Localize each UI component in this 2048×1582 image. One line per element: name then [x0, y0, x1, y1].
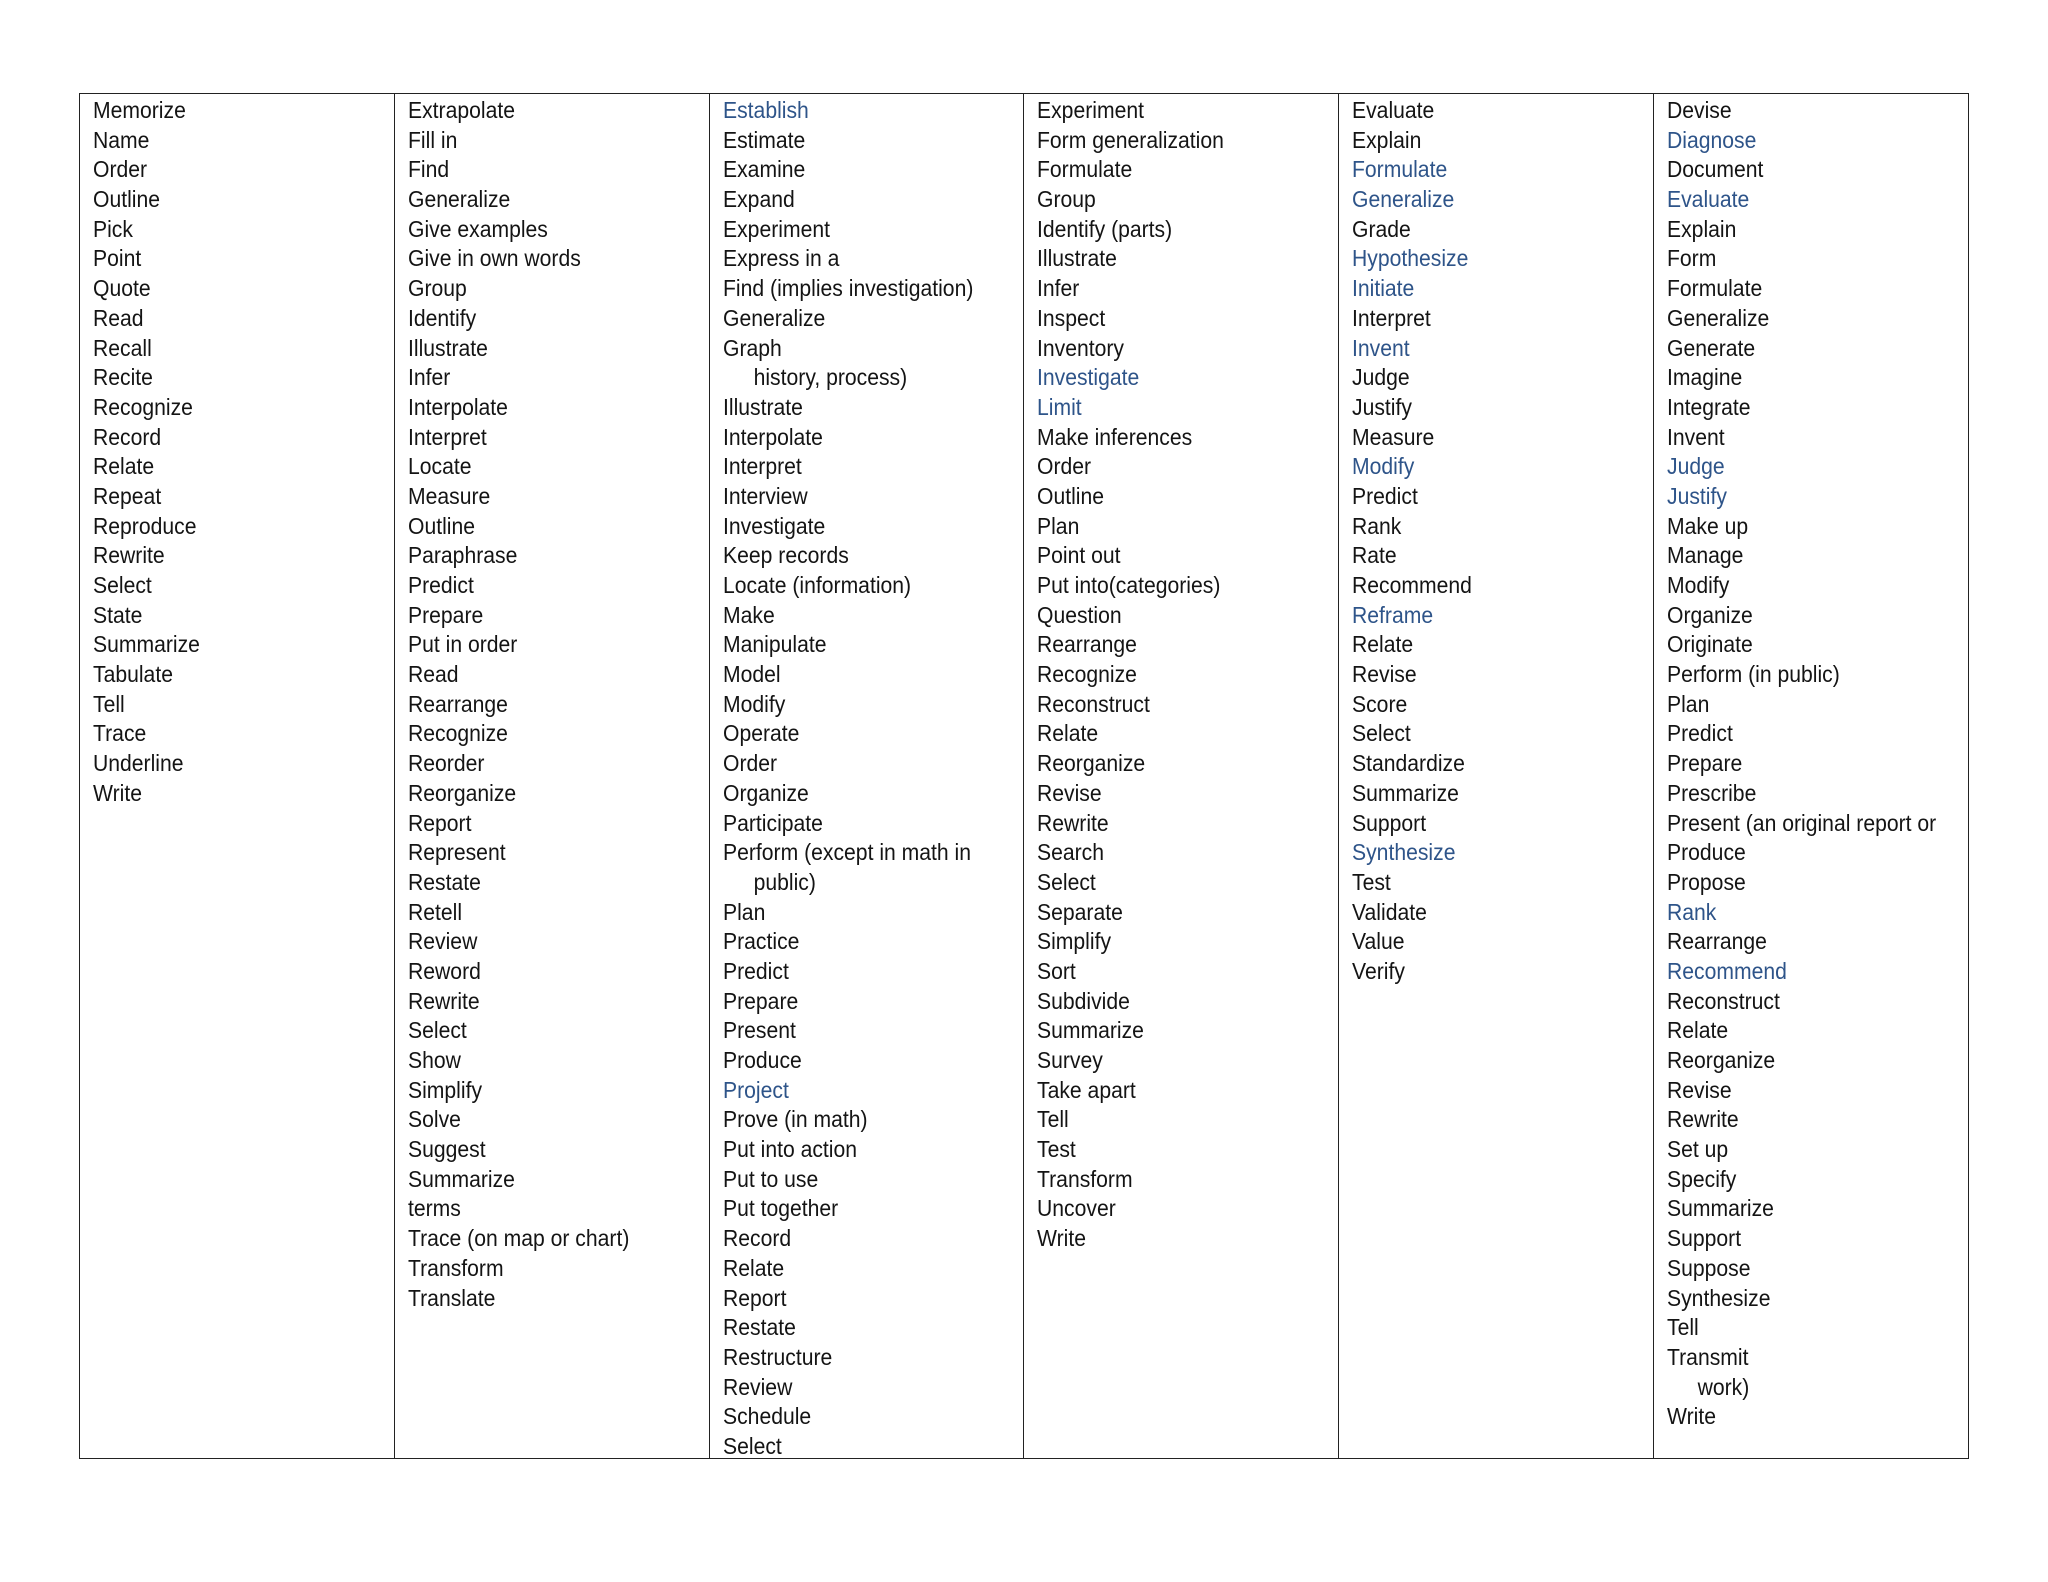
verb-item: Perform (except in math in	[722, 839, 971, 866]
verb-item: Report	[407, 809, 472, 836]
verb-item: Rank	[1667, 898, 1717, 925]
verb-item: Generalize	[407, 186, 511, 213]
verb-item: Summarize	[407, 1165, 515, 1192]
verb-item: Transform	[407, 1254, 504, 1281]
verb-column-3	[710, 94, 1025, 1458]
verb-item: Support	[1667, 1225, 1742, 1252]
verb-item: Produce	[1667, 839, 1746, 866]
verb-item: Reorganize	[1667, 1047, 1776, 1073]
verb-item: Group	[407, 275, 467, 302]
verb-item: Relate	[93, 453, 155, 480]
verb-item: Recognize	[407, 720, 508, 747]
verb-item: Restate	[722, 1314, 796, 1341]
verb-item: Outline	[1037, 482, 1105, 509]
verb-item: Review	[407, 928, 478, 955]
verb-item: Order	[93, 156, 148, 183]
verb-item: Expand	[722, 186, 795, 213]
verb-item: Investigate	[722, 512, 825, 539]
verb-item: Suggest	[407, 1136, 486, 1163]
verb-item: Grade	[1352, 215, 1412, 242]
verb-item: Read	[407, 661, 459, 688]
verb-item: Separate	[1037, 898, 1124, 925]
verb-item: Reword	[407, 957, 481, 984]
verb-item: Organize	[722, 779, 809, 806]
verb-item: Formulate	[1352, 156, 1448, 183]
verb-item: Invent	[1667, 423, 1725, 450]
verb-column-4	[1024, 94, 1339, 1458]
verb-item: Interpret	[407, 423, 487, 450]
verb-item: public)	[753, 868, 816, 895]
verb-item: Formulate	[1037, 156, 1133, 183]
verb-item: Prove (in math)	[722, 1106, 868, 1133]
verb-item: Rewrite	[1037, 809, 1110, 836]
verb-item: Revise	[1352, 661, 1417, 688]
verb-item: Write	[93, 779, 142, 806]
verb-item: Put together	[722, 1195, 838, 1222]
verb-item: Interpret	[722, 453, 802, 480]
verb-item: Interpret	[1352, 304, 1432, 331]
verb-item: Present (an original report or	[1667, 809, 1937, 836]
verb-item: Express in a	[722, 245, 840, 272]
verb-item: Memorize	[93, 97, 186, 123]
verb-item: Diagnose	[1667, 126, 1757, 153]
verb-item: Operate	[722, 720, 800, 747]
verb-item: Simplify	[1037, 928, 1112, 955]
verb-item: Review	[722, 1373, 793, 1400]
verb-item: Translate	[407, 1284, 496, 1311]
verb-item: Locate (information)	[722, 572, 911, 598]
verb-item: Verify	[1352, 957, 1406, 984]
verb-item: Set up	[1667, 1136, 1729, 1163]
verb-item: Relate	[1037, 720, 1099, 747]
verb-item: Solve	[407, 1106, 461, 1133]
verb-item: Underline	[93, 750, 184, 777]
verb-item: Standardize	[1352, 750, 1466, 777]
verb-item: Modify	[1667, 572, 1730, 598]
verb-item: Formulate	[1667, 275, 1763, 302]
verb-item: Hypothesize	[1352, 245, 1469, 272]
verb-item: Test	[1352, 868, 1392, 895]
verb-item: Order	[1037, 453, 1092, 480]
verb-item: Examine	[722, 156, 805, 183]
verb-item: Support	[1352, 809, 1427, 836]
verb-item: Put into action	[722, 1136, 857, 1163]
verb-item: Initiate	[1352, 275, 1415, 302]
verb-item: Rank	[1352, 512, 1402, 539]
verb-item: Project	[722, 1076, 789, 1103]
verb-item: Invent	[1352, 334, 1410, 361]
verb-item: Plan	[1667, 690, 1710, 717]
verb-item: Form	[1667, 245, 1717, 272]
verb-item: Specify	[1667, 1165, 1737, 1192]
verb-item: Infer	[407, 364, 451, 391]
verb-item: Reproduce	[93, 512, 197, 539]
verb-item: Present	[722, 1017, 796, 1044]
verb-item: Search	[1037, 839, 1105, 866]
verb-item: Outline	[93, 186, 161, 213]
verb-item: Manipulate	[722, 631, 827, 658]
verb-item: Investigate	[1037, 364, 1140, 391]
verb-item: Prescribe	[1667, 779, 1757, 806]
verb-item: Rewrite	[407, 987, 480, 1014]
verb-item: Tell	[1037, 1106, 1070, 1133]
verb-item: Illustrate	[1037, 245, 1118, 272]
verb-item: Rate	[1352, 542, 1397, 569]
verb-item: Relate	[722, 1254, 784, 1281]
verb-item: Revise	[1667, 1076, 1732, 1103]
verb-item: Trace (on map or chart)	[407, 1225, 630, 1252]
verb-item: Write	[1667, 1403, 1717, 1430]
verb-item: Find (implies investigation)	[722, 275, 974, 302]
verb-item: Reorder	[407, 750, 485, 777]
verb-item: Inventory	[1037, 334, 1125, 361]
verb-item: Make up	[1667, 512, 1749, 539]
verb-item: Generalize	[1352, 186, 1455, 213]
verb-item: Uncover	[1037, 1195, 1117, 1222]
verb-item: Retell	[407, 898, 462, 925]
verb-item: Interview	[722, 482, 808, 509]
verb-item: Form generalization	[1037, 126, 1225, 153]
verb-item: Judge	[1667, 453, 1725, 480]
verb-item: Revise	[1037, 779, 1103, 806]
verb-item: Practice	[722, 928, 800, 955]
verb-item: Plan	[1037, 512, 1080, 539]
verb-item: Rearrange	[1037, 631, 1138, 658]
verb-item: Document	[1667, 156, 1764, 183]
verb-item: Select	[407, 1017, 467, 1044]
verb-item: Imagine	[1667, 364, 1743, 391]
verb-item: Select	[1037, 868, 1097, 895]
verb-item: Trace	[93, 720, 147, 747]
verb-item: Point out	[1037, 542, 1121, 569]
verb-item: Manage	[1667, 542, 1744, 569]
verb-item: Sort	[1037, 957, 1077, 984]
verb-item: Reorganize	[1037, 750, 1146, 777]
verb-item: Experiment	[1037, 97, 1145, 123]
verb-item: Paraphrase	[407, 542, 518, 569]
verb-item: Evaluate	[1352, 97, 1435, 123]
verb-item: Rewrite	[93, 542, 165, 569]
verb-item: Tabulate	[93, 661, 173, 688]
verb-item: Select	[93, 572, 152, 598]
verb-item: Generalize	[722, 304, 825, 331]
verb-item: Explain	[1667, 215, 1737, 242]
verb-item: Make	[722, 601, 775, 628]
verb-item: Tell	[1667, 1314, 1699, 1341]
verb-item: Justify	[1667, 482, 1728, 509]
verb-item: Tell	[93, 690, 125, 717]
verb-item: Rewrite	[1667, 1106, 1739, 1133]
verb-item: Identify	[407, 304, 477, 331]
verb-item: Originate	[1667, 631, 1753, 658]
verb-item: Recommend	[1667, 957, 1788, 984]
verb-item: Put into(categories)	[1037, 572, 1221, 598]
verb-item: Validate	[1352, 898, 1428, 925]
verb-item: Prepare	[407, 601, 484, 628]
verb-item: State	[93, 601, 143, 628]
verb-item: Give in own words	[407, 245, 581, 272]
verb-item: Establish	[722, 97, 809, 123]
verb-item: Predict	[1667, 720, 1733, 747]
verb-item: Recite	[93, 364, 153, 391]
verb-item: Synthesize	[1352, 839, 1456, 866]
verb-item: Name	[93, 126, 150, 153]
verb-item: Recall	[93, 334, 152, 361]
verb-item: Synthesize	[1667, 1284, 1771, 1311]
verb-item: Transmit	[1667, 1343, 1749, 1370]
verb-item: Modify	[722, 690, 785, 717]
verb-item: Limit	[1037, 393, 1083, 420]
verb-item: Give examples	[407, 215, 548, 242]
verb-item: Generate	[1667, 334, 1756, 361]
verb-item: Outline	[407, 512, 475, 539]
verb-column-1	[80, 94, 395, 1458]
verb-item: Recognize	[93, 393, 193, 420]
verb-column-5	[1339, 94, 1654, 1458]
verb-item: Extrapolate	[407, 97, 515, 123]
verb-item: Keep records	[722, 542, 849, 569]
verb-item: Relate	[1667, 1017, 1729, 1044]
verb-item: Simplify	[407, 1076, 482, 1103]
verb-item: Pick	[93, 215, 133, 242]
verb-item: Illustrate	[722, 393, 803, 420]
verb-item: Score	[1352, 690, 1408, 717]
verb-item: Interpolate	[407, 393, 508, 420]
verb-item: Experiment	[722, 215, 830, 242]
verb-item: Organize	[1667, 601, 1753, 628]
verb-item: Recognize	[1037, 661, 1138, 688]
verb-item: Transform	[1037, 1165, 1134, 1192]
verb-item: Illustrate	[407, 334, 488, 361]
verb-item: Schedule	[722, 1403, 811, 1430]
verb-item: terms	[407, 1195, 461, 1222]
verb-item: Make inferences	[1037, 423, 1193, 450]
verb-item: Test	[1037, 1136, 1077, 1163]
verb-item: Repeat	[93, 482, 162, 509]
verb-item: Prepare	[1667, 750, 1743, 777]
verb-item: Predict	[407, 572, 474, 598]
verb-item: Summarize	[1037, 1017, 1145, 1044]
verb-item: Justify	[1352, 393, 1413, 420]
verb-item: Measure	[1352, 423, 1435, 450]
verb-item: Estimate	[722, 126, 805, 153]
verb-item: Summarize	[93, 631, 200, 658]
verb-item: Select	[722, 1432, 782, 1458]
verb-item: Value	[1352, 928, 1405, 955]
verb-item: Summarize	[1352, 779, 1460, 806]
verb-item: Perform (in public)	[1667, 661, 1840, 688]
verb-item: Infer	[1037, 275, 1080, 302]
verb-item: Order	[722, 750, 777, 777]
verb-item: Produce	[722, 1047, 802, 1073]
verb-item: history, process)	[753, 364, 907, 391]
verb-item: Suppose	[1667, 1254, 1751, 1281]
verb-item: Read	[93, 304, 144, 331]
verb-item: Judge	[1352, 364, 1410, 391]
verb-item: Rearrange	[1667, 928, 1768, 955]
verb-item: work)	[1697, 1373, 1750, 1400]
verb-item: Take apart	[1037, 1076, 1137, 1103]
verb-item: Devise	[1667, 97, 1732, 123]
verb-item: Relate	[1352, 631, 1414, 658]
verb-item: Reconstruct	[1667, 987, 1780, 1014]
verb-table	[79, 93, 1969, 1459]
verb-item: Propose	[1667, 868, 1746, 895]
verb-item: Participate	[722, 809, 823, 836]
verb-item: Recommend	[1352, 572, 1473, 598]
verb-item: Represent	[407, 839, 506, 866]
verb-item: Reframe	[1352, 601, 1434, 628]
verb-item: Find	[407, 156, 449, 183]
verb-item: Prepare	[722, 987, 798, 1014]
verb-item: Inspect	[1037, 304, 1106, 331]
verb-item: Locate	[407, 453, 472, 480]
verb-item: Reorganize	[407, 779, 516, 806]
verb-item: Show	[407, 1047, 461, 1073]
verb-column-6	[1654, 94, 1968, 1458]
verb-item: Modify	[1352, 453, 1415, 480]
verb-item: Plan	[722, 898, 765, 925]
verb-item: Predict	[722, 957, 789, 984]
verb-item: Fill in	[407, 126, 458, 153]
verb-item: Generalize	[1667, 304, 1770, 331]
verb-item: Record	[722, 1225, 791, 1252]
verb-item: Rearrange	[407, 690, 508, 717]
verb-item: Question	[1037, 601, 1123, 628]
verb-item: Measure	[407, 482, 491, 509]
verb-item: Restructure	[722, 1343, 832, 1370]
verb-item: Graph	[722, 334, 782, 361]
verb-item: Summarize	[1667, 1195, 1775, 1222]
verb-item: Point	[93, 245, 142, 272]
verb-column-2	[395, 94, 710, 1458]
verb-item: Put to use	[722, 1165, 818, 1192]
verb-item: Model	[722, 661, 781, 688]
verb-item: Integrate	[1667, 393, 1751, 420]
verb-item: Evaluate	[1667, 186, 1750, 213]
verb-item: Group	[1037, 186, 1097, 213]
verb-item: Predict	[1352, 482, 1419, 509]
verb-item: Report	[722, 1284, 787, 1311]
verb-item: Survey	[1037, 1047, 1104, 1073]
verb-item: Select	[1352, 720, 1412, 747]
verb-item: Reconstruct	[1037, 690, 1151, 717]
verb-item: Record	[93, 423, 162, 450]
verb-item: Put in order	[407, 631, 518, 658]
verb-item: Restate	[407, 868, 481, 895]
verb-item: Quote	[93, 275, 151, 302]
verb-item: Interpolate	[722, 423, 823, 450]
verb-item: Identify (parts)	[1037, 215, 1173, 242]
verb-item: Explain	[1352, 126, 1422, 153]
verb-item: Subdivide	[1037, 987, 1131, 1014]
verb-item: Write	[1037, 1225, 1087, 1252]
